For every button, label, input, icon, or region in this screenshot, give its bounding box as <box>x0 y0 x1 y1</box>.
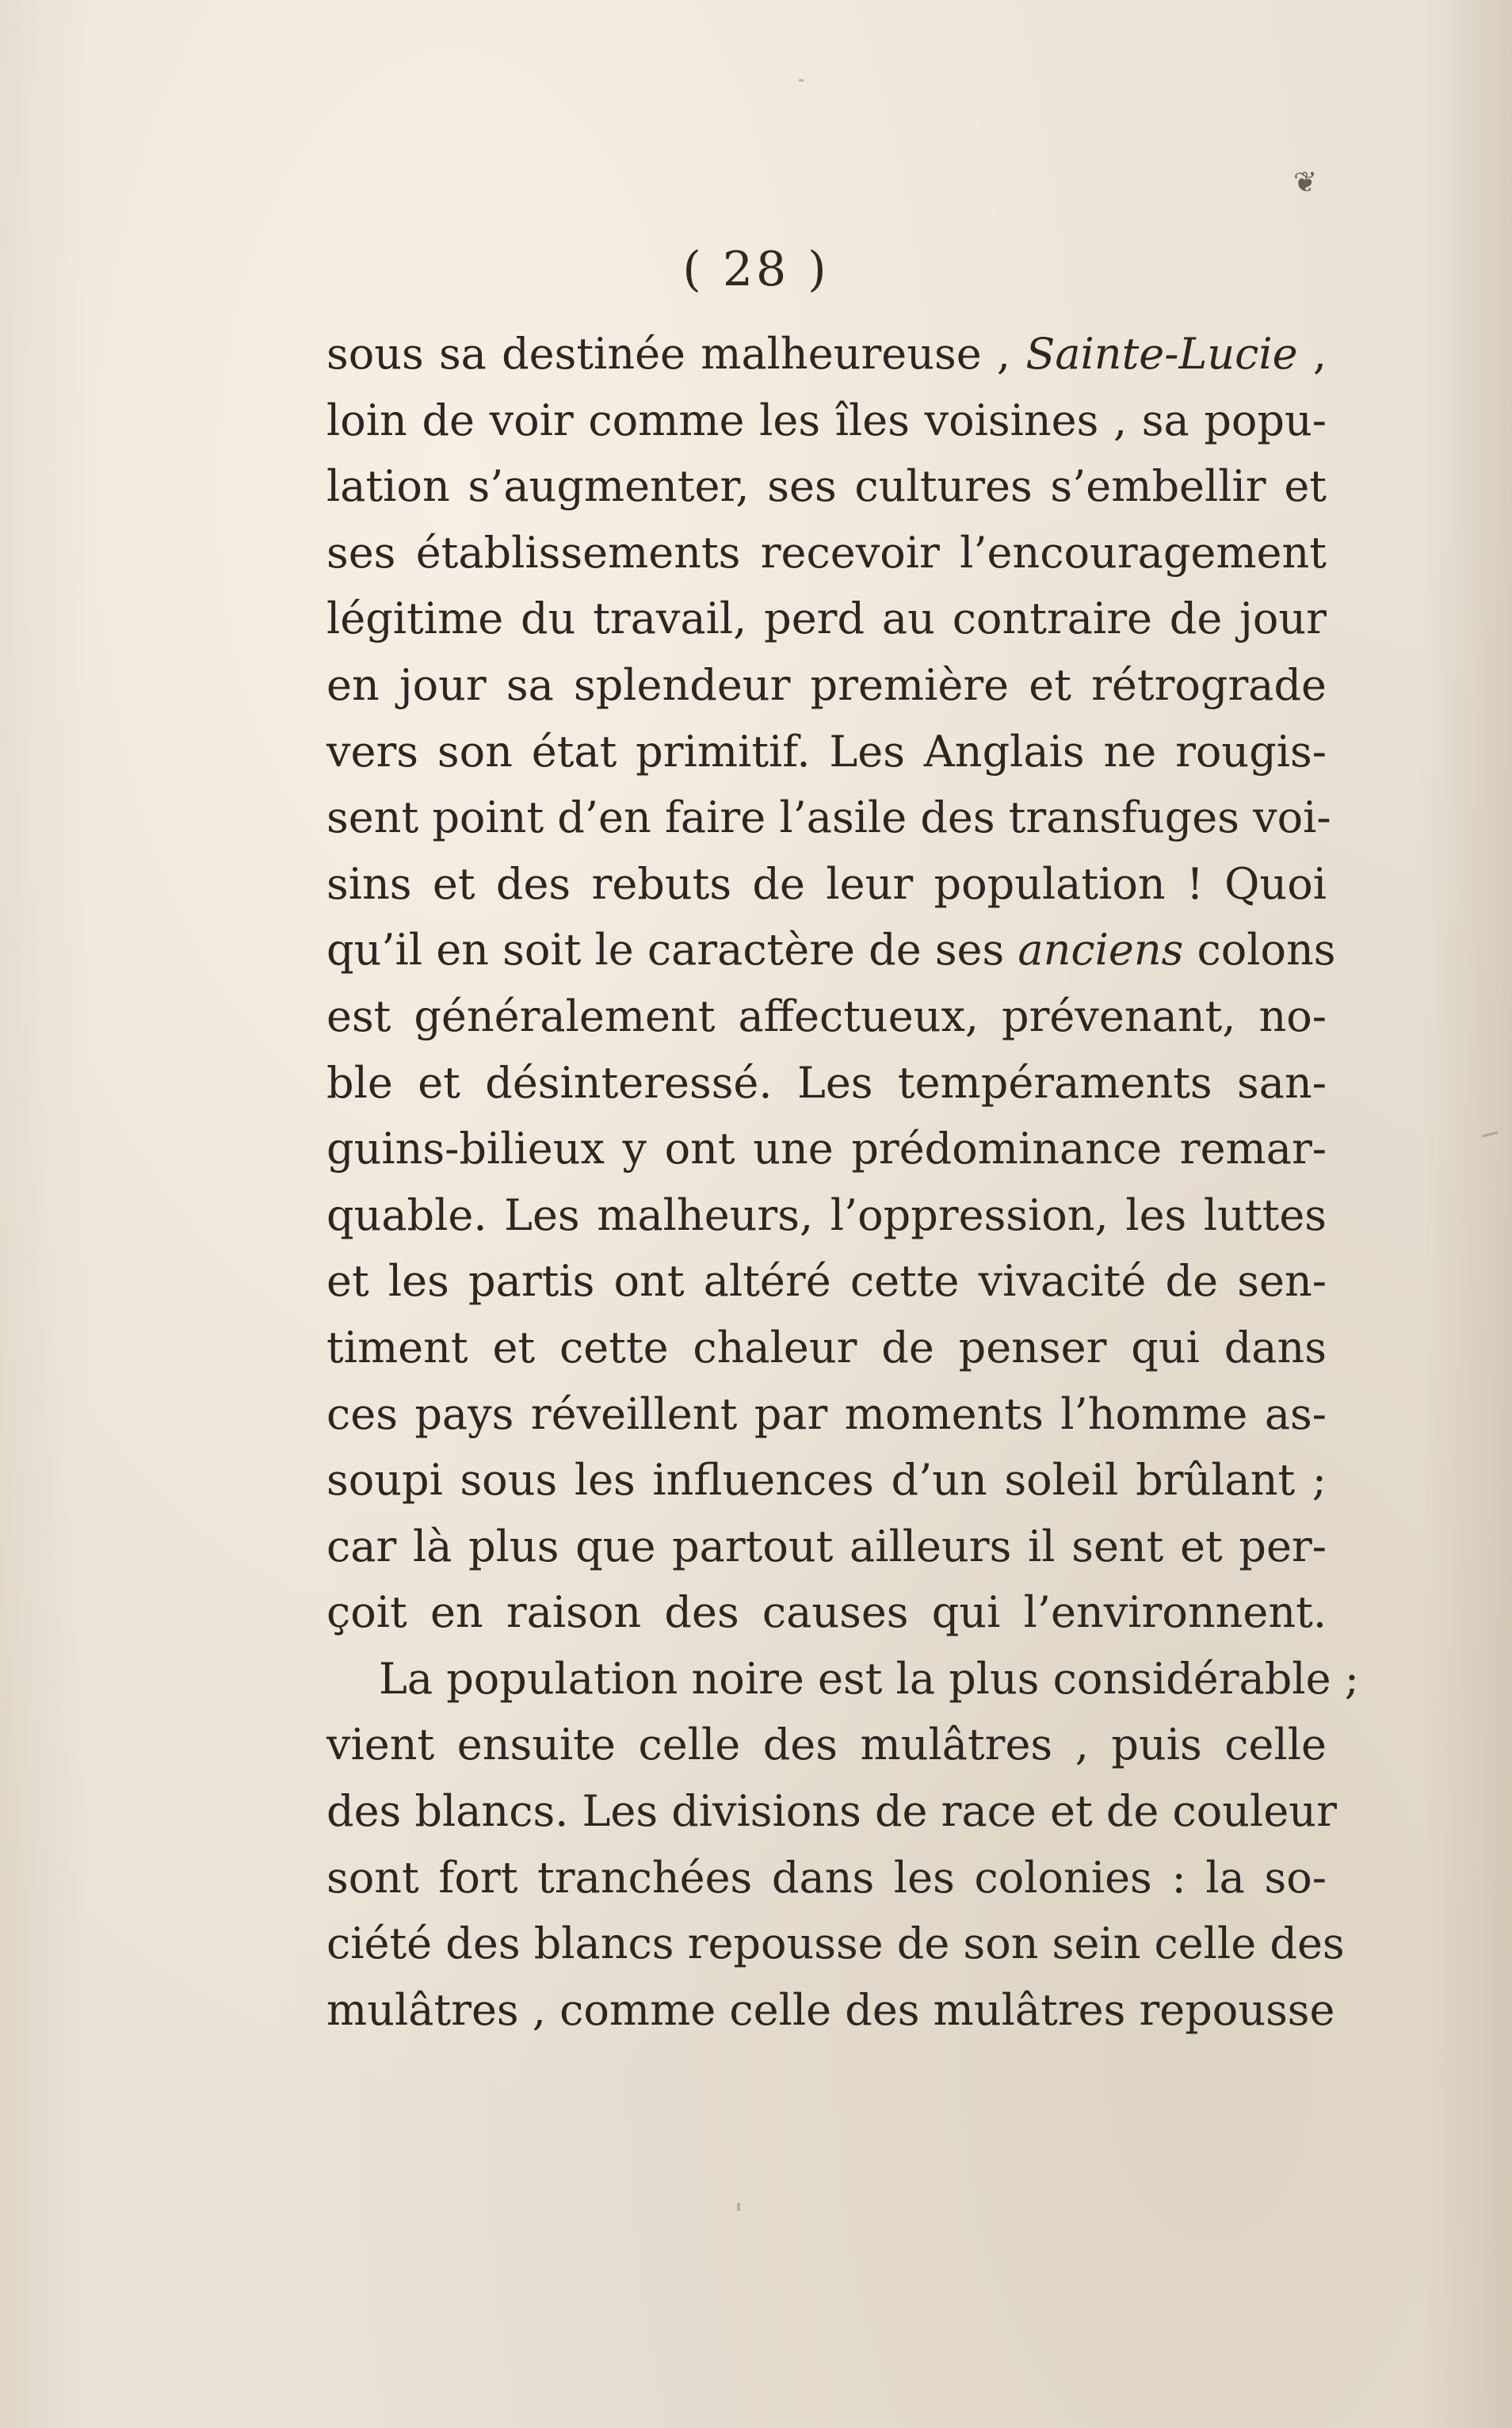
text-line <box>326 1315 1327 1381</box>
line-text: mulâtres , comme celle des mulâtres repousse <box>326 1984 1335 2035</box>
line-text: qu’il en soit le caractère de ses <box>326 925 1018 975</box>
line-text: timent et cette chaleur de penser qui dans <box>326 1322 1327 1372</box>
page-number: ( 28 ) <box>682 242 830 297</box>
line-text: sont fort tranchées dans les colonies : la so- <box>326 1852 1327 1903</box>
line-text: en jour sa splendeur première et rétrograde <box>326 659 1327 710</box>
line-text: car là plus que partout ailleurs il sent et per- <box>326 1521 1327 1571</box>
line-text: lation s’augmenter, ses cultures s’embellir et <box>326 461 1327 512</box>
line-text: colons <box>1183 925 1336 975</box>
line-text: et les partis ont altéré cette vivacité de sen- <box>326 1256 1327 1307</box>
ink-speck-ornament: ❦ <box>1293 166 1318 199</box>
line-text: , <box>1297 329 1327 379</box>
line-text: ces pays réveillent par moments l’homme as- <box>326 1388 1327 1439</box>
line-text: vers son état primitif. Les Anglais ne rougis- <box>326 726 1327 777</box>
text-line <box>326 1514 1327 1580</box>
line-text: guins-bilieux y ont une prédominance remar- <box>326 1124 1327 1174</box>
line-text: soupi sous les influences d’un soleil brûlant ; <box>326 1455 1327 1506</box>
line-text: sent point d’en faire l’asile des transfuges voi- <box>326 792 1331 843</box>
paper-mark <box>737 2203 740 2211</box>
line-text: ciété des blancs repousse de son sein celle des <box>326 1918 1345 1969</box>
line-text: sins et des rebuts de leur population ! Quoi <box>326 858 1327 909</box>
text-line <box>326 1977 1335 2044</box>
line-text: La population noire est la plus considérable ; <box>379 1653 1359 1704</box>
text-line <box>326 652 1327 719</box>
line-text: quable. Les malheurs, l’oppression, les luttes <box>326 1189 1327 1240</box>
text-line <box>326 983 1327 1050</box>
text-line <box>326 1182 1327 1249</box>
body-text <box>326 321 1359 2043</box>
line-text: légitime du travail, perd au contraire de jour <box>326 594 1327 644</box>
line-text: des blancs. Les divisions de race et de couleur <box>326 1786 1337 1837</box>
text-line <box>326 917 1336 983</box>
text-line <box>326 520 1327 586</box>
text-line <box>326 1712 1327 1778</box>
line-text: çoit en raison des causes qui l’environnent. <box>326 1587 1327 1638</box>
text-line <box>326 1248 1327 1315</box>
paragraph <box>326 321 1336 1646</box>
text-line <box>326 1646 1359 1712</box>
paper-mark <box>799 79 804 82</box>
text-line <box>326 453 1327 520</box>
text-line <box>326 1381 1327 1448</box>
text-line <box>326 387 1327 454</box>
text-line <box>326 1447 1327 1514</box>
text-line <box>326 785 1331 851</box>
line-text: loin de voir comme les îles voisines , sa popu- <box>326 395 1327 445</box>
text-line <box>326 1778 1337 1845</box>
line-text: sous sa destinée malheureuse , <box>326 329 1026 379</box>
text-line <box>326 321 1327 387</box>
line-text: ses établissements recevoir l’encouragement <box>326 527 1327 578</box>
text-line <box>326 1050 1327 1117</box>
line-text: vient ensuite celle des mulâtres , puis celle <box>326 1720 1327 1770</box>
line-text: ble et désinteressé. Les tempéraments san- <box>326 1057 1327 1108</box>
line-text: est généralement affectueux, prévenant, no- <box>326 991 1327 1041</box>
italic-text: Sainte-Lucie <box>1025 329 1298 379</box>
paragraph <box>326 1646 1359 2044</box>
italic-text: anciens <box>1018 925 1184 975</box>
text-line <box>326 719 1327 785</box>
text-line <box>326 851 1327 918</box>
text-line <box>326 1911 1345 1977</box>
text-line <box>326 1579 1327 1646</box>
text-line <box>326 1845 1327 1911</box>
paper-mark <box>1482 1131 1498 1137</box>
text-line <box>326 1116 1327 1182</box>
text-line <box>326 586 1327 652</box>
